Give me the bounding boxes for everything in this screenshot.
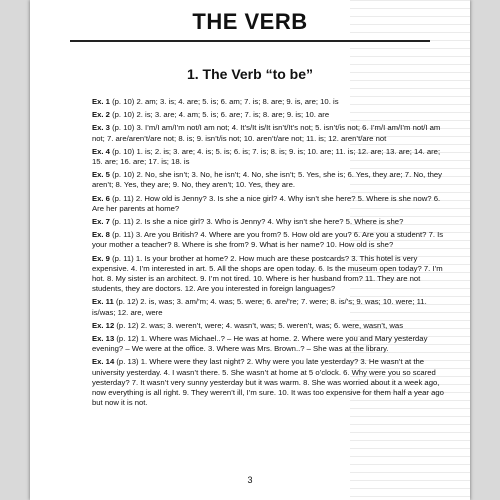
exercise-answer <box>92 334 446 354</box>
exercise-label: Ex. 12 <box>92 320 115 330</box>
exercise-label: Ex. 5 <box>92 170 110 180</box>
exercise-label: Ex. 8 <box>92 230 110 240</box>
page-title: THE VERB <box>192 9 308 34</box>
exercise-label: Ex. 1 <box>92 97 110 106</box>
exercise-answer <box>92 217 446 227</box>
exercise-label: Ex. 7 <box>92 217 110 227</box>
exercise-text: (p. 11) 2. How old is Jenny? 3. Is she a nice girl? 4. Why isn’t she here? 5. Where is she now? 6. Are her parents at home? <box>92 193 441 213</box>
exercise-label: Ex. 13 <box>92 334 115 344</box>
book-page <box>30 0 470 500</box>
exercise-text: (p. 12) 2. was; 3. weren’t, were; 4. wasn’t, was; 5. weren’t, was; 6. were, wasn’t, was <box>114 320 404 330</box>
exercise-answer <box>92 321 446 331</box>
exercise-answer <box>92 123 446 143</box>
exercise-text: (p. 11) 2. Is she a nice girl? 3. Who is Jenny? 4. Why isn’t she here? 5. Where is she? <box>109 217 404 227</box>
exercise-list <box>92 97 446 411</box>
page-number: 3 <box>247 475 253 485</box>
exercise-answer <box>92 230 446 250</box>
exercise-label: Ex. 4 <box>92 146 110 156</box>
exercise-text: (p. 10) 2. am; 3. is; 4. are; 5. is; 6. am; 7. is; 8. are; 9. is, are; 10. is <box>109 97 339 106</box>
exercise-answer <box>92 170 446 190</box>
exercise-label: Ex. 3 <box>92 123 110 133</box>
exercise-label: Ex. 2 <box>92 110 110 120</box>
exercise-label: Ex. 9 <box>92 253 110 263</box>
exercise-text: (p. 10) 1. is; 2. is; 3. are; 4. is; 5. is; 6. is; 7. is; 8. is; 9. is; 10. are; 11. is; 12. are; 13. are; 14. are; 15. are; 16. are; 17. is; 18. is <box>92 146 441 167</box>
exercise-answer <box>92 194 446 214</box>
exercise-text: (p. 12) 1. Where was Michael..? – He was at home. 2. Where were you and Mary yesterday evening? – We were at the office. 3. Where was Mrs. Brown..? – She was at the library. <box>92 334 428 354</box>
exercise-answer <box>92 254 446 295</box>
exercise-label: Ex. 6 <box>92 193 110 203</box>
exercise-text: (p. 11) 3. Are you British? 4. Where are you from? 5. How old are you? 6. Are you a student? 7. Is your mother a teacher? 8. Where is she from? 9. What is her name? 10. How old is she? <box>92 230 444 250</box>
exercise-answer <box>92 297 446 317</box>
exercise-text: (p. 13) 1. Where were they last night? 2. Why were you late yesterday? 3. He wasn’t at the university yesterday. 4. I wasn’t there. 5. She wasn’t at home at 5 o’clock. 6. Why were you so scared yesterday? 7. It wasn’t very sunny yesterday but it was warm. 8. She was worried about it a week ago, now everything is all right. 9. They weren’t ill, I’m sure. 10. It was too expensive for them half a year ago but now it is not. <box>92 357 444 408</box>
exercise-answer <box>92 110 446 120</box>
section-heading: 1. The Verb “to be” <box>186 66 314 82</box>
title-block <box>30 9 470 35</box>
title-underline <box>70 40 430 42</box>
exercise-text: (p. 10) 2. No, she isn’t; 3. No, he isn’t; 4. No, she isn’t; 5. Yes, she is; 6. Yes, they are; 7. No, they aren’t; 8. Yes, they are; 9. No, they aren’t; 10. Yes, they are. <box>92 170 442 190</box>
exercise-answer <box>92 97 446 107</box>
exercise-text: (p. 10) 2. is; 3. are; 4. am; 5. is; 6. are; 7. is; 8. are; 9. is; 10. are <box>109 110 330 120</box>
exercise-answer <box>92 357 446 408</box>
exercise-label: Ex. 14 <box>92 357 115 367</box>
exercise-text: (p. 12) 2. is, was; 3. am/’m; 4. was; 5. were; 6. are/’re; 7. were; 8. is/’s; 9. was; 10. were; 11. is/was; 12. are, were <box>92 297 427 317</box>
exercise-label: Ex. 11 <box>92 297 114 307</box>
exercise-text: (p. 11) 1. Is your brother at home? 2. How much are these postcards? 3. This hotel is very expensive. 4. I’m interested in art. 5. All the shops are open today. 6. Is the museum open today? 7. I’m hot. 8. My sister is an architect. 9. I’m not tired. 10. Where is her husband from? 11. They are not students, they are doctors. 12. Are you interested in foreign languages? <box>92 253 443 294</box>
exercise-text: (p. 10) 3. I’m/I am/I’m not/I am not; 4. It’s/It is/It isn’t/It’s not; 5. isn’t/is not; 6. I’m/I am/I’m not/I am not; 7. are/aren’t/are not; 8. is; 9. isn’t/is not; 10. aren’t/are not; 11. is; 12. aren’t/are not <box>92 123 441 143</box>
exercise-answer <box>92 147 446 167</box>
